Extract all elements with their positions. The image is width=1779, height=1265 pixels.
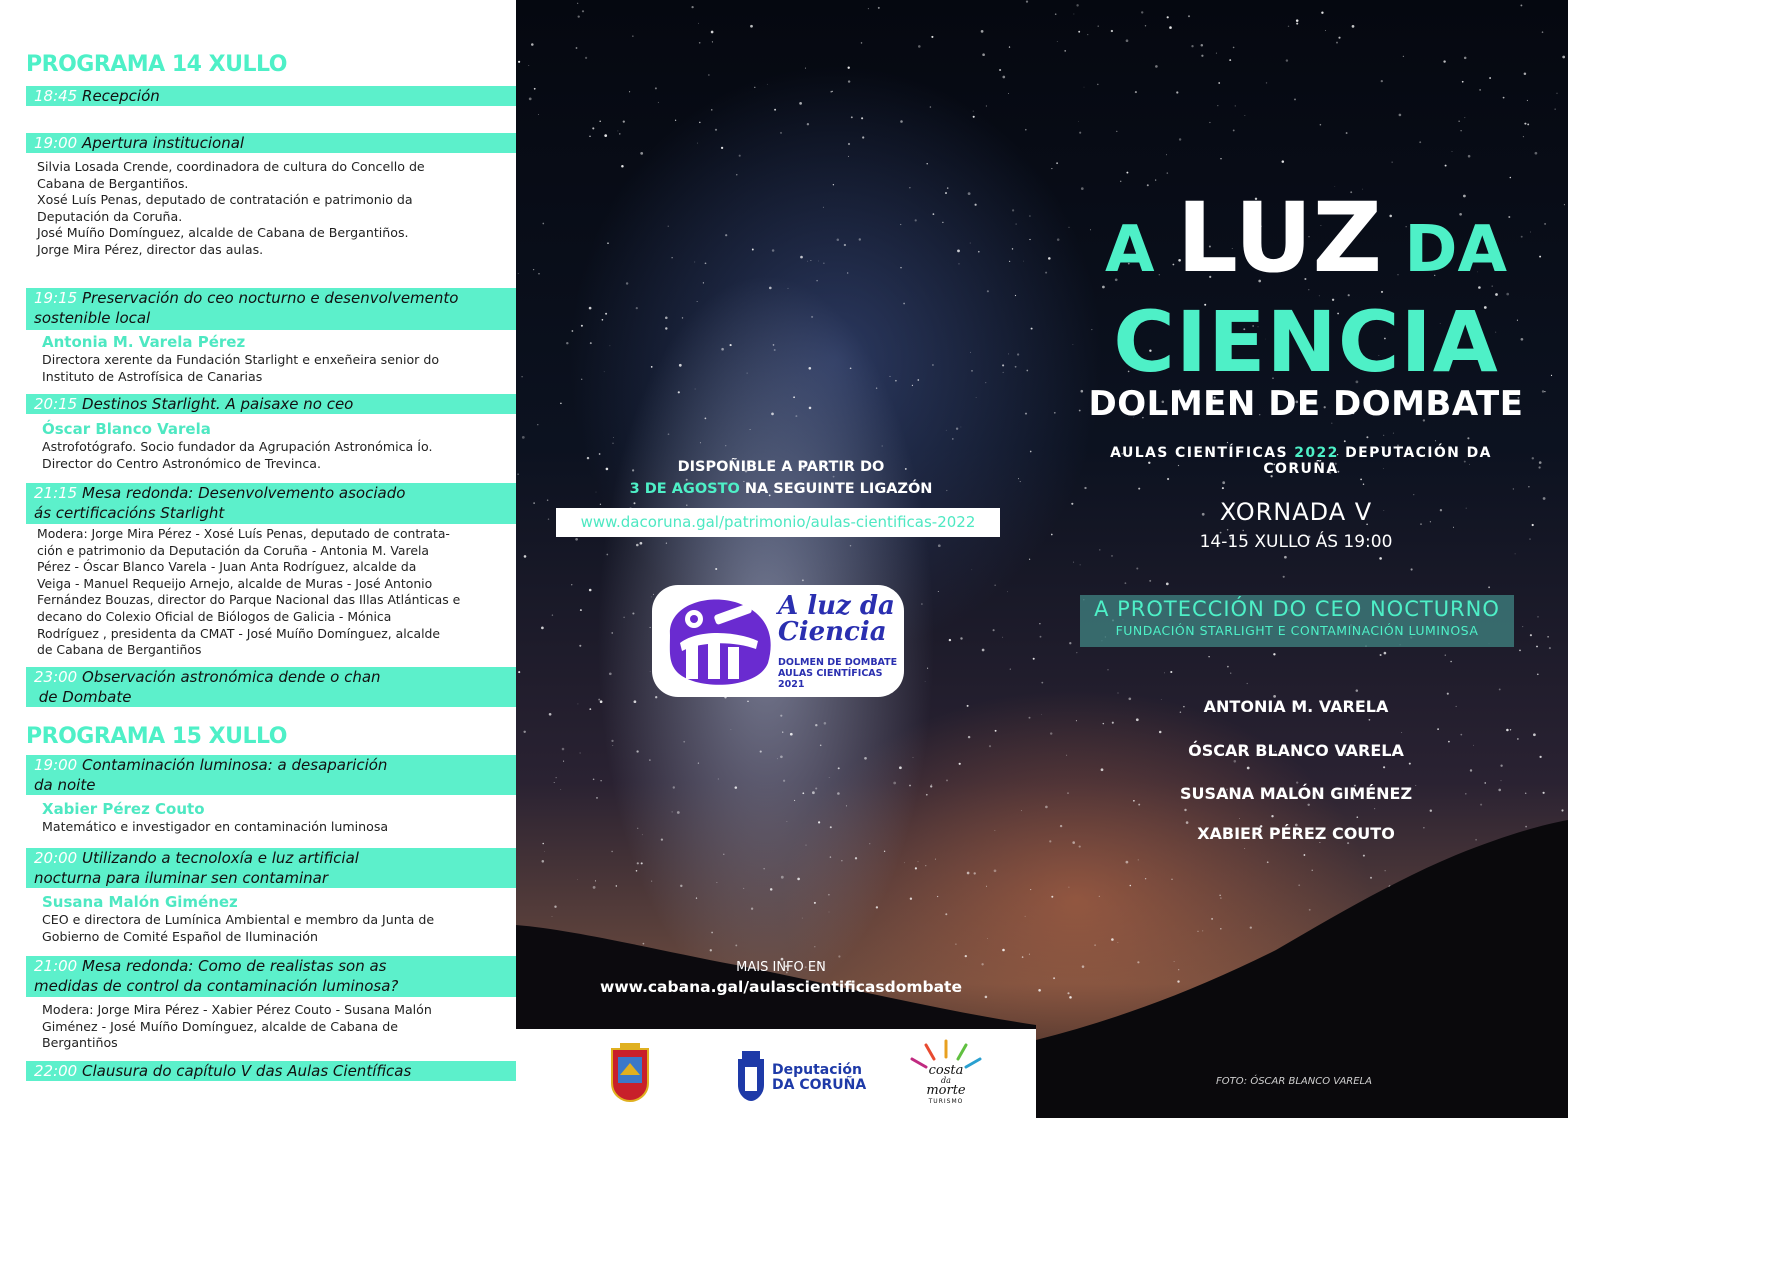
logo-title-line2: Ciencia	[778, 617, 887, 647]
session-time: 21:00	[34, 957, 78, 975]
speaker-1: ANTONIA M. VARELA	[1203, 697, 1389, 716]
more-info-link[interactable]: www.cabana.gal/aulascientificasdombate	[600, 978, 962, 996]
theme-subtitle: FUNDACIÓN STARLIGHT E CONTAMINACIÓN LUMINOSA	[1115, 623, 1479, 638]
session-2300	[26, 667, 516, 707]
speaker-bio: Directora xerente da Fundación Starlight e enxeñeira senior do Instituto de Astrofísica de Canarias	[42, 352, 440, 384]
aulas-year: 2022	[1294, 445, 1339, 461]
availability-date: 3 DE AGOSTO	[629, 481, 740, 497]
session-time: 19:00	[34, 134, 78, 152]
title-word-da: DA	[1404, 213, 1508, 287]
sponsor-strip	[516, 1029, 1036, 1118]
session-time: 18:45	[34, 87, 78, 105]
availability-notice	[616, 456, 946, 500]
session-day2-1900	[26, 755, 516, 795]
poster-subtitle: DOLMEN DE DOMBATE	[1088, 384, 1524, 424]
session-title: Observación astronómica dende o chan	[82, 668, 381, 686]
session-title-cont: medidas de control da contaminación luminosa?	[34, 977, 399, 995]
session-time: 19:00	[34, 756, 78, 774]
session-description: Silvia Losada Crende, coordinadora de cultura do Concello de Cabana de Bergantiños. Xosé Luís Penas, deputado de contratación e patrimonio da Deputación da Coruña. José Muíño Domínguez, alcalde de Cabana de Bergantiños. Jorge Mira Pérez, director das aulas.	[37, 159, 425, 257]
session-title: Mesa redonda: Como de realistas son as	[82, 957, 387, 975]
session-title: Clausura do capítulo V das Aulas Científicas	[82, 1062, 412, 1080]
session-title: Recepción	[82, 87, 160, 105]
more-info-label: MAIS INFO EN	[736, 960, 826, 975]
costa-line1: costa	[928, 1063, 964, 1078]
session-title: Preservación do ceo nocturno e desenvolvemento	[82, 289, 459, 307]
speaker-bio: Matemático e investigador en contaminación luminosa	[42, 819, 389, 834]
program-day1-title: PROGRAMA 14 XULLO	[26, 52, 287, 77]
poster-panel	[516, 0, 1568, 1118]
more-info	[576, 960, 986, 996]
session-day2-2200	[26, 1061, 516, 1081]
speaker-name: Óscar Blanco Varela	[42, 420, 211, 438]
session-day2-2000	[26, 848, 516, 888]
session-1845	[26, 86, 516, 106]
program-day2-title: PROGRAMA 15 XULLO	[26, 724, 287, 749]
session-2015	[26, 394, 516, 414]
logo-subtitle	[778, 657, 904, 690]
cabana-coat-of-arms-icon	[610, 1043, 650, 1103]
program-panel	[0, 0, 516, 1118]
availability-line1: DISPOÑIBLE A PARTIR DO	[677, 459, 885, 475]
aulas-label: AULAS CIENTÍFICAS	[1110, 445, 1288, 461]
session-description: Modera: Jorge Mira Pérez - Xabier Pérez Couto - Susana Malón Giménez - José Muíño Domínguez, alcalde de Cabana de Bergantiños	[42, 1002, 432, 1051]
title-word-luz: LUZ	[1176, 182, 1383, 294]
aulas-line	[1081, 445, 1521, 477]
xornada-label: XORNADA V	[1219, 498, 1373, 526]
session-time: 23:00	[34, 668, 78, 686]
session-1915	[26, 288, 516, 330]
session-title: Utilizando a tecnoloxía e luz artificial	[82, 849, 359, 867]
deputacion-logo-text	[772, 1063, 866, 1093]
logo-sub-line2: AULAS CIENTÍFICAS 2021	[778, 668, 883, 690]
session-title-cont: ás certificacións Starlight	[34, 504, 225, 522]
session-1900	[26, 133, 516, 153]
deputacion-line2: DA CORUÑA	[772, 1077, 867, 1093]
poster-title	[1076, 182, 1536, 424]
speaker-4: XABIER PÉREZ COUTO	[1197, 824, 1395, 843]
photo-credit: FOTO: ÓSCAR BLANCO VARELA	[1216, 1076, 1372, 1087]
costa-line4: TURISMO	[928, 1098, 964, 1105]
title-word-ciencia: CIENCIA	[1113, 293, 1499, 391]
availability-line2: NA SEGUINTE LIGAZÓN	[744, 481, 933, 497]
session-title-cont: sostenible local	[34, 309, 151, 327]
speaker-bio: CEO e directora de Lumínica Ambiental e membro da Junta de Gobierno de Comité Español de Iluminación	[42, 912, 435, 944]
deputacion-line1: Deputación	[772, 1062, 862, 1078]
session-time: 19:15	[34, 289, 78, 307]
speaker-name: Susana Malón Giménez	[42, 893, 238, 911]
costa-line3: morte	[926, 1083, 966, 1098]
session-title: Apertura institucional	[82, 134, 245, 152]
logo-title	[778, 593, 895, 645]
speaker-bio: Astrofotógrafo. Socio fundador da Agrupación Astronómica Ío. Director do Centro Astronómico de Trevinca.	[42, 439, 433, 471]
speaker-3: SUSANA MALÓN GIMÉNEZ	[1179, 784, 1413, 803]
session-title: Mesa redonda: Desenvolvemento asociado	[82, 484, 406, 502]
event-logo	[652, 585, 904, 697]
session-time: 21:15	[34, 484, 78, 502]
logo-title-line1: A luz da	[778, 591, 895, 621]
logo-sub-line1: DOLMEN DE DOMBATE	[778, 657, 898, 668]
session-title-cont: nocturna para iluminar sen contaminar	[34, 869, 329, 887]
session-time: 20:15	[34, 395, 78, 413]
mountain-silhouette	[516, 0, 1568, 1118]
session-title: Destinos Starlight. A paisaxe no ceo	[82, 395, 354, 413]
session-title: Contaminación luminosa: a desaparición	[82, 756, 388, 774]
session-time: 22:00	[34, 1062, 78, 1080]
session-description: Modera: Jorge Mira Pérez - Xosé Luís Penas, deputado de contrata- ción e patrimonio da Deputación da Coruña - Antonia M. Varela Pérez - Óscar Blanco Varela - Juan Anta Rodríguez, alcalde da Veiga - Manuel Requeijo Arnejo, alcalde de Muras - José Antonio Fernández Bouzas, director do Parque Nacional das Illas Atlánticas e decano do Colexio Oficial de Biólogos de Galicia - Mónica Rodríguez , presidenta da CMAT - José Muíño Domínguez, alcalde de Cabana de Bergantiños	[37, 526, 461, 658]
theme-title: A PROTECCIÓN DO CEO NOCTURNO	[1094, 597, 1500, 621]
session-day2-2100	[26, 956, 516, 997]
event-dates: 14-15 XULLO ÁS 19:00	[1199, 532, 1393, 552]
theme-box	[1080, 595, 1514, 647]
speaker-2: ÓSCAR BLANCO VARELA	[1188, 741, 1404, 760]
aulas-organizer: DEPUTACIÓN DA CORUÑA	[1263, 445, 1492, 477]
costa-da-morte-logo-text	[914, 1065, 978, 1106]
deputacion-crest-icon	[734, 1049, 768, 1103]
costa-line2: da	[941, 1076, 951, 1085]
video-link[interactable]: www.dacoruna.gal/patrimonio/aulas-cientificas-2022	[556, 508, 1000, 537]
speaker-name: Antonia M. Varela Pérez	[42, 333, 246, 351]
session-title-cont: da noite	[34, 776, 96, 794]
session-2115	[26, 483, 516, 524]
speaker-name: Xabier Pérez Couto	[42, 800, 205, 818]
title-word-a: A	[1104, 213, 1155, 287]
dolmen-telescope-icon	[658, 585, 778, 697]
session-time: 20:00	[34, 849, 78, 867]
session-title-cont: de Dombate	[34, 688, 132, 706]
